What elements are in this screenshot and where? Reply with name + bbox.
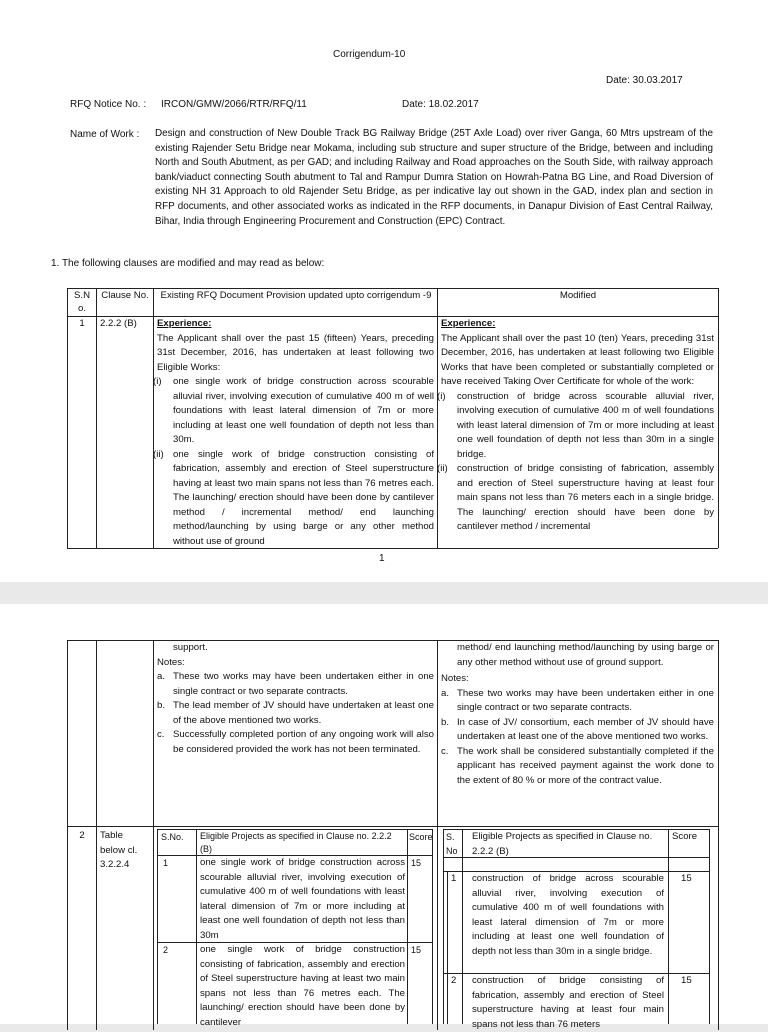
table-col-line (437, 640, 438, 1030)
nested-line (196, 829, 197, 1024)
modified-item-2-text: construction of bridge consisting of fabrication, assembly and erection of Steel superstructure having at least four main spans not less than 76 meters each in a single bridge. The launching/ erection should have been done by cantilever method / incremental (457, 463, 714, 532)
existing-note-a (157, 670, 434, 699)
table-col-line (153, 288, 154, 548)
existing-nested-r1-score: 15 (411, 858, 422, 868)
table-col-line (437, 288, 438, 548)
modified-item-2-cont: method/ end launching method/launching by using barge or any other method without use of ground support. (457, 642, 714, 668)
existing-nested-h-proj: Eligible Projects as specified in Clause no. 2.2.2 (B) (200, 831, 392, 855)
header-existing: Existing RFQ Document Provision updated upto corrigendum -9 (160, 290, 432, 301)
modified-item-1 (437, 390, 714, 463)
modified-heading: Experience: (441, 318, 496, 329)
existing-item-1 (153, 375, 434, 448)
row1-clause: 2.2.2 (B) (100, 318, 137, 329)
modified-nested-r1-sno: 1 (451, 873, 457, 884)
item-marker: (i) (437, 390, 446, 402)
existing-nested-r1-sno: 1 (163, 858, 169, 868)
note-marker: b. (157, 700, 166, 711)
row1-existing-cont (157, 641, 434, 757)
page-number: 1 (379, 553, 385, 564)
existing-intro: The Applicant shall over the past 15 (fifteen) Years, preceding 31st December, 2016, has undertaken at least following two Eligible Works: (157, 332, 434, 373)
work-description: Design and construction of New Double Track BG Railway Bridge (25T Axle Load) over river Ganga, 60 Mtrs upstream of the existing Rajender Setu Bridge near Mokama, including sub structure and super structure of the Bridge, between and including North and South Abutment, as per GAD; and including Railway and Road approaches on the South Side, with railway approach bank/viaduct connecting South abutment to Tal and Rampur Dumra Station on Howrah-Patna BG Line, and Road Diversion of existing NH 31 Approach to old Rajender Setu Bridge, as per indicative lay out shown in the GAD, index plan and section in RFP documents, and other associated works as indicated in the RFP documents, in Danapur Division of East Central Railway, Bihar, India through Engineering Procurement and Construction (EPC) Contract. (155, 128, 713, 227)
existing-note-b (157, 699, 434, 728)
modified-nested-r2-text: construction of bridge consisting of fabrication, assembly and erection of Steel superstructure having at least four main spans not less than 76 meters (472, 975, 664, 1030)
work-label: Name of Work : (70, 129, 140, 140)
item-marker: (ii) (153, 448, 164, 460)
rfq-number: IRCON/GMW/2066/RTR/RFQ/11 (161, 99, 307, 110)
page-2 (0, 604, 768, 1030)
existing-note-c-text: Successfully completed portion of any ongoing work will also be considered provided the work has not been terminated. (173, 729, 434, 755)
existing-nested-r1-text: one single work of bridge construction across scourable alluvial river, involving execution of cumulative 400 m of well foundations with least lateral dimension of 7m or more including at least one well foundation of depth not less than 30m (200, 857, 405, 941)
modified-nested-h-sno: S. No (446, 832, 458, 856)
table-col-line (718, 288, 719, 548)
existing-nested-h-score: Score (409, 832, 433, 842)
existing-nested-r2-score: 15 (411, 945, 422, 955)
corrigendum-title: Corrigendum-10 (333, 49, 406, 60)
header-sno: S.N o. (74, 290, 90, 314)
modified-note-a (441, 687, 714, 716)
modified-note-b (441, 716, 714, 745)
nested-line (443, 829, 444, 1024)
header-clause: Clause No. (101, 290, 149, 301)
table-col-line (96, 640, 97, 1030)
rfq-date: Date: 18.02.2017 (402, 99, 479, 110)
nested-line (462, 829, 463, 1024)
row1-modified-cell (437, 317, 714, 547)
nested-line (407, 829, 408, 1024)
existing-nested-h-sno: S.No. (161, 832, 184, 842)
note-marker: c. (441, 745, 449, 757)
existing-item-2-text: one single work of bridge construction consisting of fabrication, assembly and erection of Steel superstructure having at least two main spans not less than 76 metres each. The launching/ erection should have been done by cantilever method / incremental method/ end launching method/launching by using barge or any other method without use of ground (173, 448, 434, 547)
row1-modified-cont (441, 641, 714, 788)
modified-intro: The Applicant shall over the past 10 (ten) Years, preceding 31st December, 2016, has undertaken at least following two Eligible Works that have been completed or substantially completed or have received Taking Over Certificate for whole of the work: (441, 332, 714, 387)
nested-line (432, 829, 433, 1024)
existing-notes-label: Notes: (157, 656, 185, 668)
note-marker: b. (441, 716, 450, 728)
existing-item-2-cont: support. (173, 642, 208, 653)
intro-text: 1. The following clauses are modified and may read as below: (51, 258, 325, 269)
modified-notes-label: Notes: (441, 673, 469, 684)
header-modified: Modified (559, 290, 597, 301)
modified-nested-h-score: Score (672, 831, 698, 842)
nested-line (447, 871, 448, 1024)
existing-nested-r2-sno: 2 (163, 945, 169, 955)
existing-heading: Experience: (157, 318, 212, 329)
modified-nested-r1-text: construction of bridge across scourable alluvial river, involving execution of cumulative 400 m of well foundations with least lateral dimension of 7m or more including at least one well foundation of depth not less than 30m in a single bridge. (472, 873, 664, 957)
table-col-line (67, 288, 68, 548)
note-marker: a. (157, 671, 166, 682)
table-col-line (96, 288, 97, 548)
nested-line (157, 829, 158, 1024)
row-divider (67, 826, 718, 827)
row2-clause: Table below cl. 3.2.2.4 (100, 830, 138, 870)
row1-existing-cell (153, 317, 434, 547)
existing-note-c (157, 728, 434, 757)
table-col-line (718, 640, 719, 1030)
rfq-label: RFQ Notice No. : (70, 99, 147, 110)
modified-nested-r2-score: 15 (681, 975, 692, 986)
existing-note-a-text: These two works may have been undertaken either in one single contract or two separate contracts. (173, 671, 434, 697)
note-marker: a. (441, 687, 450, 699)
existing-note-b-text: The lead member of JV should have undertaken at least one of the above mentioned two works. (173, 700, 434, 726)
table-col-line (67, 640, 68, 1030)
modified-note-a-text: These two works may have been undertaken either in one single contract or two separate contracts. (457, 687, 714, 713)
modified-item-2 (437, 462, 714, 535)
row1-sno: 1 (79, 318, 85, 329)
item-marker: (i) (153, 376, 162, 387)
nested-line (668, 829, 669, 1024)
modified-item-1-text: construction of bridge across scourable alluvial river, involving execution of cumulative 400 m of well foundations with least lateral dimension of 7m or more including at least one well foundation of depth not less than 30m in a single bridge. (457, 390, 714, 460)
modified-note-c-text: The work shall be considered substantially completed if the applicant has received payment against the work done to the extent of 80 % or more of the contract value. (457, 745, 714, 786)
modified-note-c (441, 745, 714, 789)
note-marker: c. (157, 729, 165, 740)
modified-nested-h-proj: Eligible Projects as specified in Clause no. 2.2.2 (B) (472, 831, 653, 857)
row2-sno: 2 (79, 830, 85, 841)
nested-line (709, 829, 710, 1024)
item-marker: (ii) (437, 463, 448, 474)
table-col-line (153, 640, 154, 1030)
existing-item-1-text: one single work of bridge construction across scourable alluvial river, involving execution of cumulative 400 m of well foundations with least lateral dimension of 7m or more including at least one well foundation of depth not less than 30m. (173, 376, 434, 445)
modified-nested-r1-score: 15 (681, 873, 692, 884)
modified-nested-r2-sno: 2 (451, 975, 457, 986)
existing-nested-r2-text: one single work of bridge construction consisting of fabrication, assembly and erection of Steel superstructure having at least two main spans not less than 76 metres each. The launching/ erection should have been done by cantilever (200, 944, 405, 1028)
corrigendum-date: Date: 30.03.2017 (606, 75, 683, 86)
existing-item-2 (153, 448, 434, 550)
modified-note-b-text: In case of JV/ consortium, each member of JV should have undertaken at least one of the above mentioned two works. (457, 716, 714, 742)
